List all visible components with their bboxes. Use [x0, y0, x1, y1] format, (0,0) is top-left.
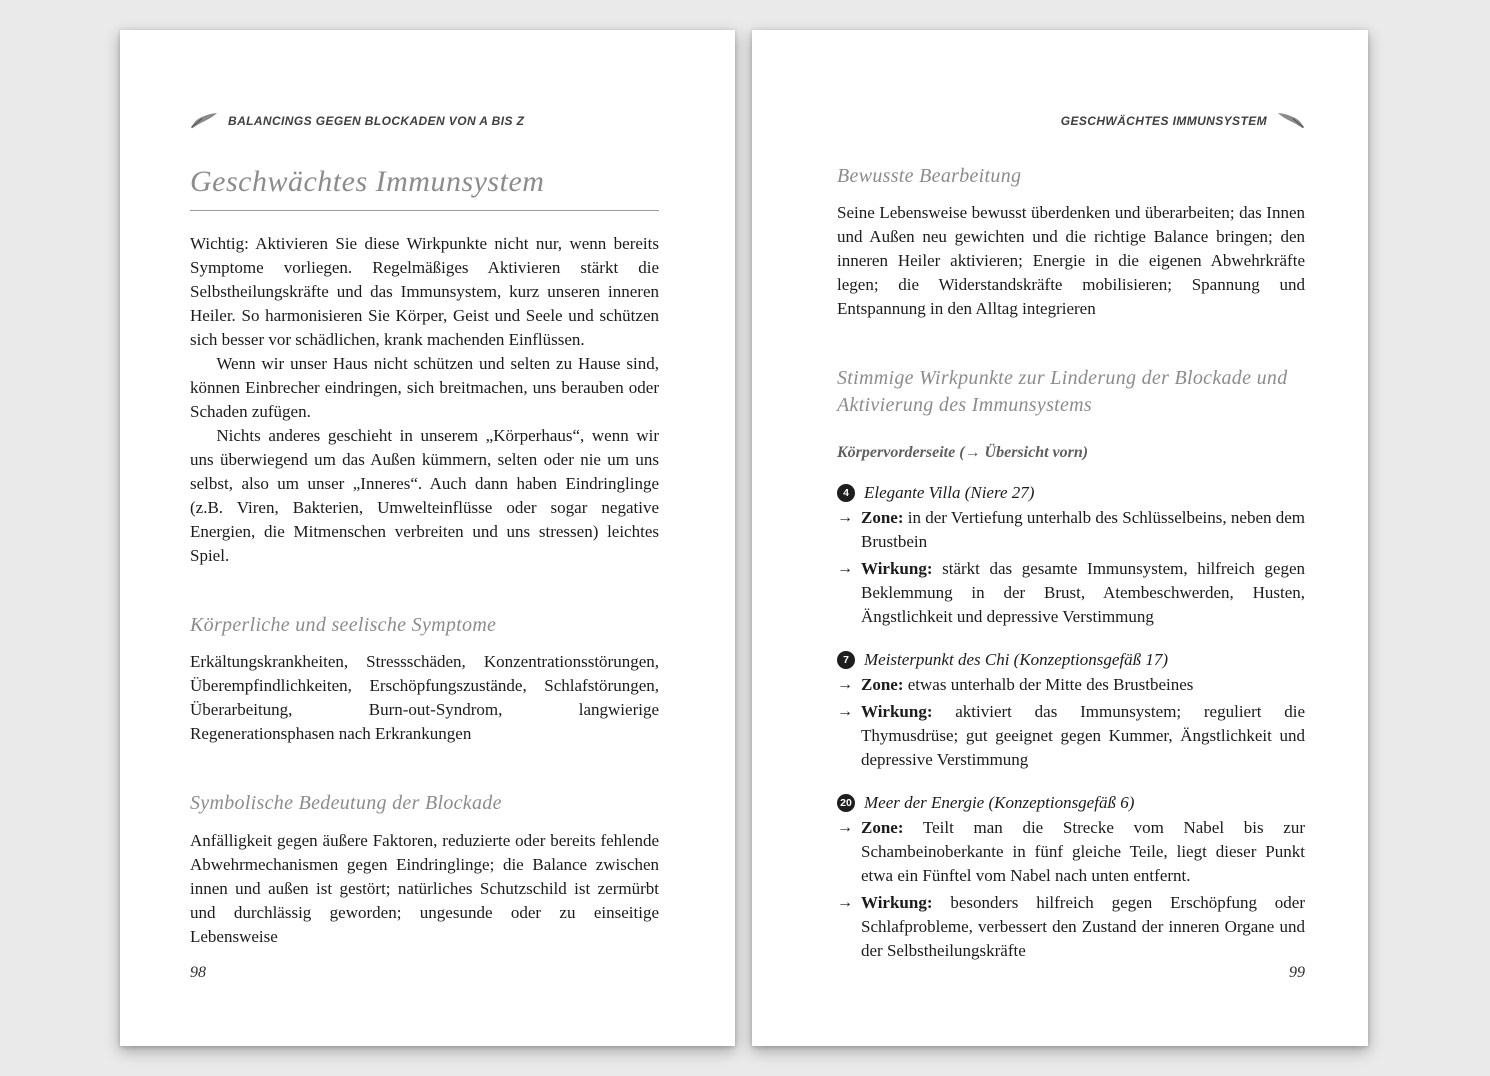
zone-label: Zone: — [861, 508, 904, 528]
paragraph: Nichts anderes geschieht in unserem „Körperhaus“, wenn wir uns überwiegend um das Außen kümmern, selten oder nie um uns selbst, also um unser „Inneres“. Auch dann haben Eindringlinge (z.B. Viren, Bakterien, Umwelteinflüsse oder sogar negative Energien, die Mitmenschen verbreiten und uns stressen) leichtes Spiel. — [190, 426, 659, 565]
arrow-icon: → — [837, 509, 853, 527]
arrow-icon: → — [837, 819, 853, 837]
wirkung-item — [837, 891, 1305, 963]
wirkpunkt-item — [837, 793, 1305, 963]
point-title-row — [837, 650, 1305, 670]
wirkung-text — [861, 891, 1305, 963]
zone-item — [837, 506, 1305, 554]
wirkung-value: aktiviert das Immunsystem; reguliert die Thymusdrüse; gut geeignet gegen Kummer, Ängstlichkeit und depressive Verstimmung — [861, 702, 1306, 770]
section-heading-bedeutung: Symbolische Bedeutung der Blockade — [190, 792, 502, 815]
arrow-icon: → — [837, 703, 853, 721]
left-running-header-text: BALANCINGS GEGEN BLOCKADEN VON A BIS Z — [228, 113, 525, 128]
zone-text — [861, 506, 1305, 554]
page-number-right: 99 — [1289, 964, 1305, 981]
quill-icon — [1277, 112, 1305, 129]
point-title: Meisterpunkt des Chi (Konzeptionsgefäß 17) — [864, 650, 1169, 670]
quill-icon — [190, 112, 218, 129]
section-heading-wirkpunkte: Stimmige Wirkpunkte zur Linderung der Blockade und Aktivierung des Immunsystems — [837, 367, 1288, 416]
point-title: Meer der Energie (Konzeptionsgefäß 6) — [864, 793, 1135, 813]
wirkung-value: besonders hilfreich gegen Erschöpfung oder Schlafprobleme, verbessert den Zustand der inneren Organe und der Selbstheilungskräfte — [861, 893, 1306, 961]
left-page — [120, 30, 735, 1046]
wirkung-text — [861, 557, 1305, 629]
paragraph: Wenn wir unser Haus nicht schützen und selten zu Hause sind, können Einbrecher eindringen, sich breitmachen, uns berauben oder Schaden zufügen. — [190, 354, 659, 421]
zone-value: etwas unterhalb der Mitte des Brustbeines — [907, 675, 1194, 695]
right-page — [752, 30, 1368, 1046]
wirkung-label: Wirkung: — [861, 893, 933, 913]
wirkung-text — [861, 700, 1305, 772]
paragraph: Erkältungskrankheiten, Stressschäden, Konzentrationsstörungen, Überempfindlichkeiten, Erschöpfungszustände, Schlafstörungen, Überarbeitung, Burn-out-Syndrom, langwierige Regenerationsphasen nach Erkrankungen — [190, 652, 659, 744]
zone-text — [861, 673, 1305, 697]
zone-label: Zone: — [861, 818, 904, 838]
paragraph: Seine Lebensweise bewusst überdenken und überarbeiten; das Innen und Außen neu gewichten und die richtige Balance bringen; den inneren Heiler aktivieren; Energie in die eigenen Abwehrkräfte legen; die Widerstandskräfte mobilisieren; Spannung und Entspannung in den Alltag integrieren — [837, 203, 1305, 319]
wirkung-label: Wirkung: — [861, 702, 933, 722]
arrow-icon: → — [837, 560, 853, 578]
zone-value: in der Vertiefung unterhalb des Schlüsselbeins, neben dem Brustbein — [861, 508, 1306, 552]
zone-label: Zone: — [861, 675, 904, 695]
paragraph: Anfälligkeit gegen äußere Faktoren, reduzierte oder bereits fehlende Abwehrmechanismen gegen Eindringlinge; die Balance zwischen innen und außen ist gestört; natürliches Schutzschild ist zermürbt und durchlässig geworden; ungesunde oder zu einseitige Lebensweise — [190, 830, 659, 946]
zone-text — [861, 816, 1305, 888]
point-number-badge: 7 — [837, 651, 855, 669]
section-heading-symptome: Körperliche und seelische Symptome — [190, 614, 497, 636]
zone-value: Teilt man die Strecke vom Nabel bis zur Schambeinoberkante in fünf gleiche Teile, liegt dieser Punkt etwa ein Fünftel vom Nabel nach unten entfernt. — [861, 818, 1305, 886]
wirkung-value: stärkt das gesamte Immunsystem, hilfreich gegen Beklemmung in der Brust, Atembeschwerden, Husten, Ängstlichkeit und depressive Verstimmung — [861, 559, 1305, 627]
subheading-koerpervorderseite: Körpervorderseite (→ Übersicht vorn) — [837, 444, 1089, 462]
point-title: Elegante Villa (Niere 27) — [864, 483, 1035, 503]
point-number-badge: 4 — [837, 484, 855, 502]
arrow-icon: → — [837, 894, 853, 912]
point-title-row — [837, 793, 1305, 813]
point-title-row — [837, 483, 1305, 503]
arrow-icon: → — [837, 676, 853, 694]
paragraph: Wichtig: Aktivieren Sie diese Wirkpunkte nicht nur, wenn bereits Symptome vorliegen. Regelmäßiges Aktivieren stärkt die Selbstheilungskräfte und das Immunsystem, kurz unseren inneren Heiler. So harmonisieren Sie Körper, Geist und Seele und schützen sich besser vor schädlichen, krank machenden Einflüssen. — [190, 234, 659, 349]
left-running-header — [190, 112, 659, 129]
right-running-header — [837, 112, 1305, 129]
wirkung-item — [837, 557, 1305, 629]
page-number-left: 98 — [190, 964, 206, 981]
wirkung-item — [837, 700, 1305, 772]
wirkpunkt-item — [837, 650, 1305, 772]
right-running-header-text: GESCHWÄCHTES IMMUNSYSTEM — [1060, 113, 1267, 128]
point-number-badge: 20 — [837, 794, 855, 812]
chapter-title: Geschwächtes Immunsystem — [190, 165, 659, 211]
wirkpunkt-item — [837, 483, 1305, 629]
wirkung-label: Wirkung: — [861, 559, 933, 579]
zone-item — [837, 673, 1305, 697]
section-heading-bearbeitung: Bewusste Bearbeitung — [837, 165, 1022, 187]
zone-item — [837, 816, 1305, 888]
